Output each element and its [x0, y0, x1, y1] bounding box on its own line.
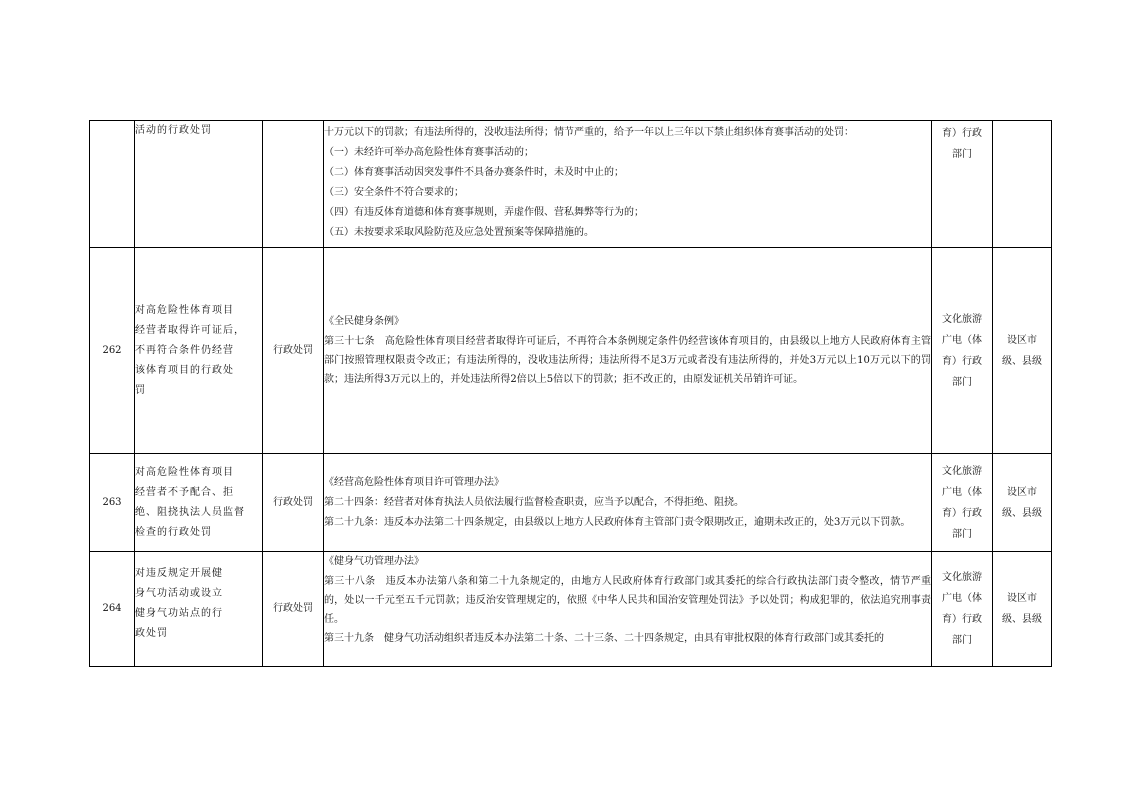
item-type: 行政处罚	[263, 454, 324, 552]
row-number: 264	[90, 552, 135, 667]
row-number: 263	[90, 454, 135, 552]
level-line: 级、县级	[1002, 355, 1042, 367]
item-name-line: 不再符合条件仍经营	[135, 344, 234, 356]
item-name	[135, 121, 263, 248]
legal-basis	[324, 552, 932, 667]
department-line: 广电（体	[942, 334, 982, 346]
legal-basis-paragraph: 《经营高危险性体育项目许可管理办法》	[324, 476, 504, 488]
legal-basis-paragraph: 第二十四条：经营者对体育执法人员依法履行监督检查职责，应当予以配合，不得拒绝、阻挠。	[324, 496, 744, 508]
department-line: 部门	[952, 528, 972, 540]
department-line: 文化旅游	[942, 572, 982, 583]
legal-basis-paragraph: 第三十九条 健身气功活动组织者违反本办法第二十条、二十三条、二十四条规定，由具有审批权限的体育行政部门或其委托的	[324, 633, 884, 644]
level-line: 级、县级	[1002, 614, 1042, 625]
item-name-line: 政处罚	[135, 628, 168, 639]
legal-basis-paragraph: （四）有违反体育道德和体育赛事规则，弄虚作假、营私舞弊等行为的；	[324, 207, 644, 218]
table-row	[90, 454, 1052, 552]
administrative-level	[993, 248, 1052, 454]
responsible-department	[932, 248, 993, 454]
penalty-table	[89, 120, 1052, 667]
legal-basis-paragraph: （五）未按要求采取风险防范及应急处置预案等保障措施的。	[324, 227, 594, 238]
item-name-line: 对违反规定开展健	[135, 568, 223, 579]
level-line: 设区市	[1007, 593, 1037, 604]
row-number: 262	[90, 248, 135, 454]
responsible-department	[932, 454, 993, 552]
administrative-level	[993, 121, 1052, 248]
department-line: 育）行政	[942, 614, 982, 625]
legal-basis-paragraph: 第二十九条：违反本办法第二十四条规定，由县级以上地方人民政府体育主管部门责令限期改正，逾期未改正的，处3万元以下罚款。	[324, 516, 911, 528]
legal-basis	[324, 248, 932, 454]
row-number	[90, 121, 135, 248]
legal-basis-paragraph: （三）安全条件不符合要求的；	[324, 187, 464, 198]
responsible-department	[932, 121, 993, 248]
item-name	[135, 552, 263, 667]
table-row	[90, 248, 1052, 454]
administrative-level	[993, 454, 1052, 552]
legal-basis	[324, 454, 932, 552]
legal-basis-paragraph: 十万元以下的罚款；有违法所得的，没收违法所得；情节严重的，给予一年以上三年以下禁止组织体育赛事活动的处罚：	[324, 127, 854, 138]
level-line: 级、县级	[1002, 507, 1042, 519]
item-name-line: 健身气功站点的行	[135, 608, 223, 619]
item-name-line: 经营者取得许可证后，	[135, 324, 245, 336]
department-line: 育）行政	[942, 128, 982, 139]
department-line: 文化旅游	[942, 313, 982, 325]
item-name-line: 对高危险性体育项目	[135, 466, 234, 478]
legal-basis-paragraph: （一）未经许可举办高危险性体育赛事活动的；	[324, 147, 534, 158]
department-line: 育）行政	[942, 507, 982, 519]
department-line: 部门	[952, 635, 972, 646]
table-row	[90, 121, 1052, 248]
responsible-department	[932, 552, 993, 667]
item-name	[135, 454, 263, 552]
administrative-level	[993, 552, 1052, 667]
department-line: 育）行政	[942, 355, 982, 367]
item-type	[263, 121, 324, 248]
item-name-line: 对高危险性体育项目	[135, 304, 234, 316]
item-type: 行政处罚	[263, 552, 324, 667]
department-line: 部门	[952, 376, 972, 388]
item-name-line: 绝、阻挠执法人员监督	[135, 506, 245, 518]
legal-basis-paragraph: 第三十七条 高危险性体育项目经营者取得许可证后，不再符合本条例规定条件仍经营该体育项目的，由县级以上地方人民政府体育主管部门按照管理权限责令改正；有违法所得的，没收违法所得；违法所得不足3万元或者没有违法所得的，并处3万元以上10万元以下的罚款；违法所得3万元以上的，并处违法所得2倍以上5倍以下的罚款；拒不改正的，由原发证机关吊销许可证。	[324, 336, 931, 385]
legal-basis-paragraph: 《全民健身条例》	[324, 316, 404, 327]
table-body	[90, 121, 1052, 667]
item-name-line: 该体育项目的行政处	[135, 364, 234, 376]
item-name-line: 罚	[135, 384, 146, 396]
table-row	[90, 552, 1052, 667]
item-name-line: 活动的行政处罚	[135, 125, 212, 136]
legal-basis	[324, 121, 932, 248]
item-name-line: 经营者不予配合、拒	[135, 486, 234, 498]
department-line: 广电（体	[942, 593, 982, 604]
legal-basis-paragraph: 《健身气功管理办法》	[324, 556, 424, 567]
legal-basis-paragraph: （二）体育赛事活动因突发事件不具备办赛条件时，未及时中止的；	[324, 167, 624, 178]
department-line: 文化旅游	[942, 465, 982, 477]
level-line: 设区市	[1007, 334, 1037, 346]
level-line: 设区市	[1007, 486, 1037, 498]
department-line: 部门	[952, 149, 972, 160]
legal-basis-paragraph: 第三十八条 违反本办法第八条和第二十九条规定的，由地方人民政府体育行政部门或其委托的综合行政执法部门责令整改，情节严重的，处以一千元至五千元罚款；违反治安管理规定的，依照《中华人民共和国治安管理处罚法》予以处罚；构成犯罪的，依法追究刑事责任。	[324, 576, 931, 625]
item-type: 行政处罚	[263, 248, 324, 454]
item-name	[135, 248, 263, 454]
item-name-line: 身气功活动或设立	[135, 588, 223, 599]
department-line: 广电（体	[942, 486, 982, 498]
item-name-line: 检查的行政处罚	[135, 526, 212, 538]
